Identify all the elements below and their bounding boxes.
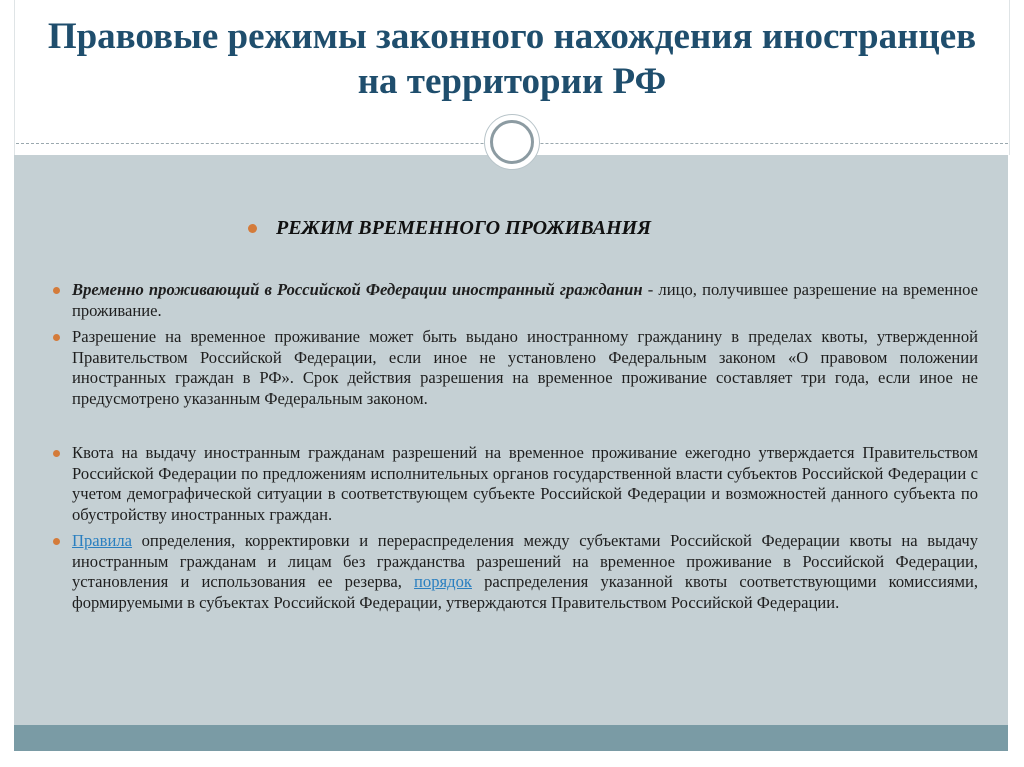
- list-item: [72, 327, 978, 409]
- paragraph-text: определения, корректировки и перераспределения между субъектами Российской Федерации квоты на выдачу иностранным гражданам и лицам без гражданства разрешений на временное проживание в Российской Федерации, установления и использования ее резерва,: [72, 531, 978, 591]
- ring-inner: [490, 120, 534, 164]
- procedure-link[interactable]: порядок: [414, 572, 472, 591]
- section-heading-text: РЕЖИМ ВРЕМЕННОГО ПРОЖИВАНИЯ: [276, 217, 652, 239]
- paragraph-text: Разрешение на временное проживание может быть выдано иностранному гражданину в пределах квоты, утвержденной Правительством Российской Федерации, если иное не установлено Федеральным законом «О правовом положении иностранных граждан в РФ». Срок действия разрешения на временное проживание составляет три года, если иное не предусмотрено указанным Федеральным законом.: [72, 327, 978, 408]
- section-heading: [236, 216, 651, 240]
- list-item: [72, 531, 978, 613]
- bullet-icon: [53, 287, 60, 294]
- slide-title: Правовые режимы законного нахождения иностранцев на территории РФ: [47, 16, 977, 102]
- term-bold: Временно проживающий в Российской Федерации иностранный гражданин: [72, 280, 643, 299]
- list-item: [72, 443, 978, 525]
- term-definition: - лицо, получившее разрешение на временное проживание.: [72, 280, 978, 320]
- ring-ornament-icon: [484, 114, 540, 170]
- bullet-icon: [53, 538, 60, 545]
- bullet-icon: [53, 334, 60, 341]
- list-item: [72, 280, 978, 321]
- paragraph-text: Квота на выдачу иностранным гражданам разрешений на временное проживание ежегодно утверждается Правительством Российской Федерации по предложениям исполнительных органов государственной власти субъектов Российской Федерации с учетом демографической ситуации в соответствующем субъекте Российской Федерации и возможностей данного субъекта по обустройству иностранных граждан.: [72, 443, 978, 524]
- rules-link[interactable]: Правила: [72, 531, 133, 550]
- footer-band: [14, 725, 1008, 751]
- bullet-list: [72, 280, 978, 613]
- bullet-icon: [53, 450, 60, 457]
- paragraph-text-end: распределения указанной квоты соответствующими комиссиями, формируемыми в субъектах Российской Федерации, утверждаются Правительством Российской Федерации.: [72, 572, 978, 612]
